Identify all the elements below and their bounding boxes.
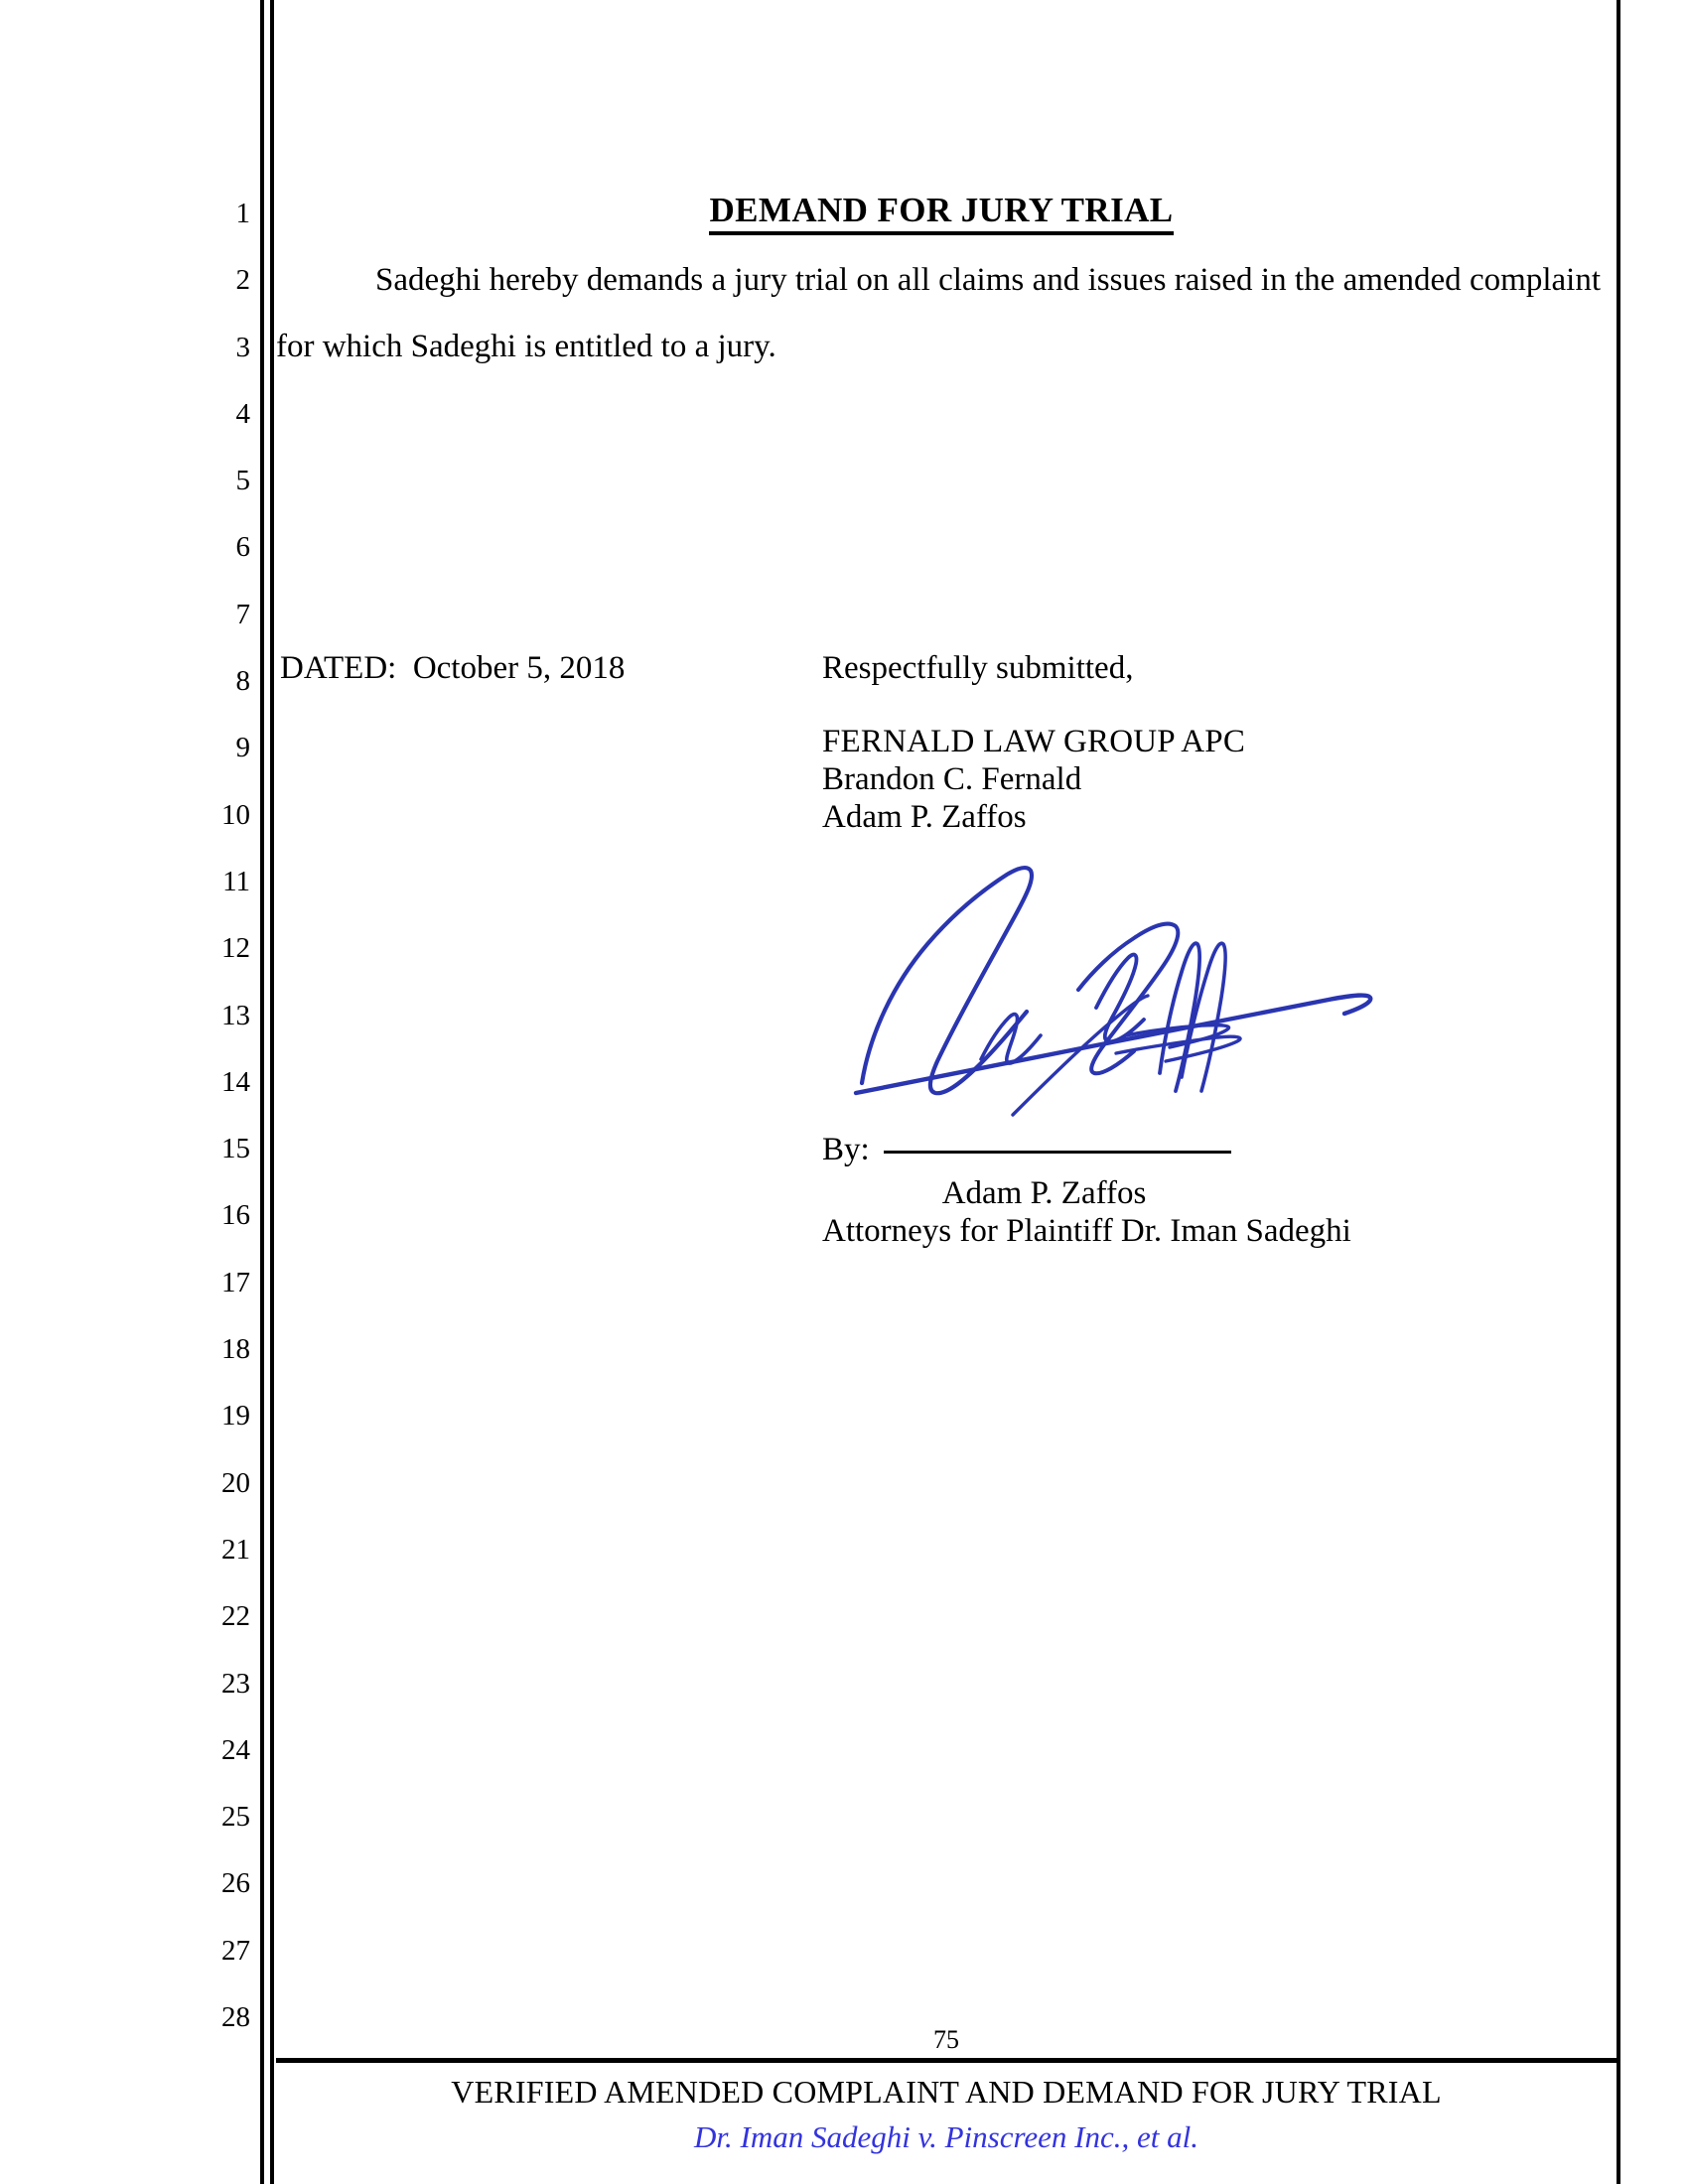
body-paragraph: Sadeghi hereby demands a jury trial on all claims and issues raised in the amended complaint for which Sadeghi is entitled to a jury. [276,262,1601,364]
page-footer [276,2025,1617,2159]
line-number: 20 [221,1466,250,1499]
line-number: 24 [221,1733,250,1766]
footer-document-title: VERIFIED AMENDED COMPLAINT AND DEMAND FOR JURY TRIAL [451,2074,1442,2110]
line-number: 22 [221,1600,250,1633]
signature-block [276,650,1607,1345]
by-label: By: [822,1132,870,1167]
line-number: 17 [221,1266,250,1298]
signature-by-row [822,1132,1231,1168]
line-number: 28 [221,2001,250,2034]
line-number: 25 [221,1801,250,1834]
line-number: 12 [221,932,250,965]
signer-name: Adam P. Zaffos [941,1175,1147,1211]
respectfully-submitted-line: Respectfully submitted, [822,650,1134,686]
signer-role: Attorneys for Plaintiff Dr. Iman Sadeghi [822,1213,1351,1249]
line-number: 26 [221,1867,250,1900]
law-firm-block [822,723,1245,836]
line-number: 10 [221,798,250,831]
section-heading [276,169,1607,230]
line-number: 4 [235,397,250,430]
pleading-rule-left-inner [270,0,274,2184]
line-number-gutter [195,181,250,2051]
line-number: 21 [221,1533,250,1566]
line-number: 5 [235,465,250,497]
signature-line [884,1150,1231,1154]
page-number: 75 [933,2025,959,2054]
document-body [276,169,1607,380]
line-number: 3 [235,331,250,363]
line-number: 1 [235,198,250,229]
line-number: 7 [235,598,250,630]
pleading-rule-left-outer [260,0,264,2184]
line-number: 11 [222,865,250,897]
line-number: 18 [221,1333,250,1366]
section-heading-text: DEMAND FOR JURY TRIAL [709,191,1173,235]
dated-line: DATED: October 5, 2018 [280,650,626,686]
line-number: 23 [221,1667,250,1700]
attorney-name-one: Brandon C. Fernald [822,761,1082,797]
line-number: 16 [221,1199,250,1232]
law-firm-name: FERNALD LAW GROUP APC [822,724,1246,759]
line-number: 9 [235,732,250,764]
line-number: 27 [221,1934,250,1967]
line-number: 13 [221,999,250,1031]
line-number: 19 [221,1400,250,1433]
line-number: 14 [221,1065,250,1098]
line-number: 15 [221,1133,250,1165]
footer-case-caption: Dr. Iman Sadeghi v. Pinscreen Inc., et al. [694,2119,1198,2154]
footer-divider [276,2058,1617,2063]
pleading-rule-right [1617,0,1620,2184]
attorney-name-two: Adam P. Zaffos [822,799,1027,835]
line-number: 2 [235,264,250,297]
line-number: 6 [235,531,250,564]
line-number: 8 [235,665,250,698]
handwritten-signature-icon [832,849,1388,1137]
